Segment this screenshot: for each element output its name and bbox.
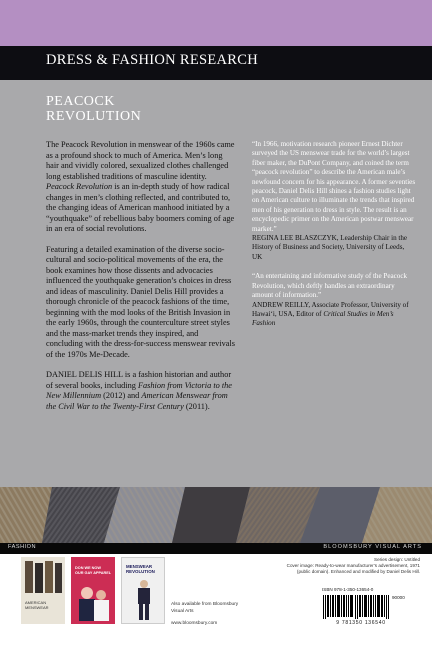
- book-1-title-line-2: MENSWEAR: [25, 605, 49, 610]
- author-bio: DANIEL DELIS HILL is a fashion historian and author of several books, including Fashion from Victoria to the New Millennium (2012) and American Menswear from the Civil War to the Twenty-First Century (2011).: [46, 370, 232, 411]
- book-cover-art-3: [122, 558, 165, 624]
- endorsement-attribution-2: ANDREW REILLY, Associate Professor, University of Hawai‘i, USA, Editor of Critical Studies in Men’s Fashion: [252, 300, 409, 328]
- endorsement-quote-2: “An entertaining and informative study of the Peacock Revolution, which deftly handles an extraordinary amount of information.”: [252, 272, 408, 300]
- barcode-number: 9 781350 136540: [336, 620, 386, 626]
- book-title-line-2: REVOLUTION: [46, 109, 142, 124]
- fabric-texture-image: [0, 487, 432, 543]
- endorsement-quote-1: “In 1966, motivation research pioneer Ernest Dichter surveyed the US menswear trade for the world’s largest fiber maker, the DuPont Company, and coined the term “peacock revolution” to describe the American male’s newfound concern for his appearance. A former seventies peacock, Daniel Delis Hill shines a fashion studies light on American culture to illuminate the trends that inspired men of his generation to dress in style. The result is an encyclopedic primer on the American postwar menswear market.”: [252, 140, 416, 233]
- category-label: FASHION: [8, 544, 37, 550]
- endorsements-column: [252, 140, 416, 339]
- description-paragraph-2: Featuring a detailed examination of the diverse socio-cultural and socio-political movements of the era, the book examines how those dissents and advocacies influenced the youthquake generation’s choices in dress and ideas of masculinity. Daniel Delis Hill provides a thorough chronicle of the peacock fashions of the time, beginning with the mod looks of the British Invasion in the early 1960s, through the counterculture street styles and the mass-market trends they inspired, and concluding with the dress-for-success menswear revivals of the 1970s Me-Decade.: [46, 244, 235, 359]
- book-title-line-1: PEACOCK: [46, 94, 115, 109]
- also-available-text: Also available from Bloomsbury Visual Arts: [171, 602, 239, 614]
- cover-credits: [250, 557, 420, 575]
- book-3-title-line-2: REVOLUTION: [126, 569, 155, 574]
- related-book-cover-2: [71, 557, 115, 624]
- description-paragraph-1: The Peacock Revolution in menswear of the 1960s came as a profound shock to much of America. Men’s long hair and vividly colored, sexualized clothes challenged long established traditions of masculine identity. Peacock Revolution is an in-depth study of how radical changes in men’s clothing reflected, and contributed to, the changing ideas of American manhood initiated by a “youthquake” of rebellious baby boomers coming of age in an era of social revolutions.: [46, 140, 235, 233]
- book-1-title-line-1: AMERICAN: [25, 600, 47, 605]
- book-cover-art-1: [21, 557, 65, 624]
- book-2-title-line-1: DON WE NOW: [75, 566, 101, 570]
- book-title: [46, 94, 246, 124]
- book-cover-art-2: [71, 557, 115, 624]
- book-3-title-line-1: MENSWEAR: [126, 564, 153, 569]
- series-title: DRESS & FASHION RESEARCH: [46, 52, 258, 68]
- barcode-image: [322, 595, 392, 619]
- publisher-name: BLOOMSBURY VISUAL ARTS: [323, 544, 422, 550]
- isbn-label: ISBN 978-1-350-13654-0: [322, 587, 374, 592]
- price-code: 90000: [392, 595, 405, 600]
- credit-line-2: Cover image: Ready-to-wear manufacturer’s advertisement, 1971: [286, 563, 420, 568]
- related-book-cover-1: [21, 557, 65, 624]
- website-link[interactable]: www.bloomsbury.com: [171, 621, 218, 626]
- credit-line-1: Series design: Untitled: [374, 557, 420, 562]
- credit-line-3: (public domain). Enhanced and modified by Daniel Delis Hill.: [296, 569, 420, 574]
- top-color-band: [0, 0, 432, 46]
- endorsement-attribution-1: REGINA LEE BLASZCZYK, Leadership Chair in the History of Business and Society, University of Leeds, UK: [252, 234, 408, 261]
- related-book-cover-3: [121, 557, 165, 624]
- fabric-pattern: [0, 487, 432, 543]
- book-2-title-line-2: OUR GAY APPAREL: [75, 571, 112, 575]
- description-column: [46, 140, 236, 422]
